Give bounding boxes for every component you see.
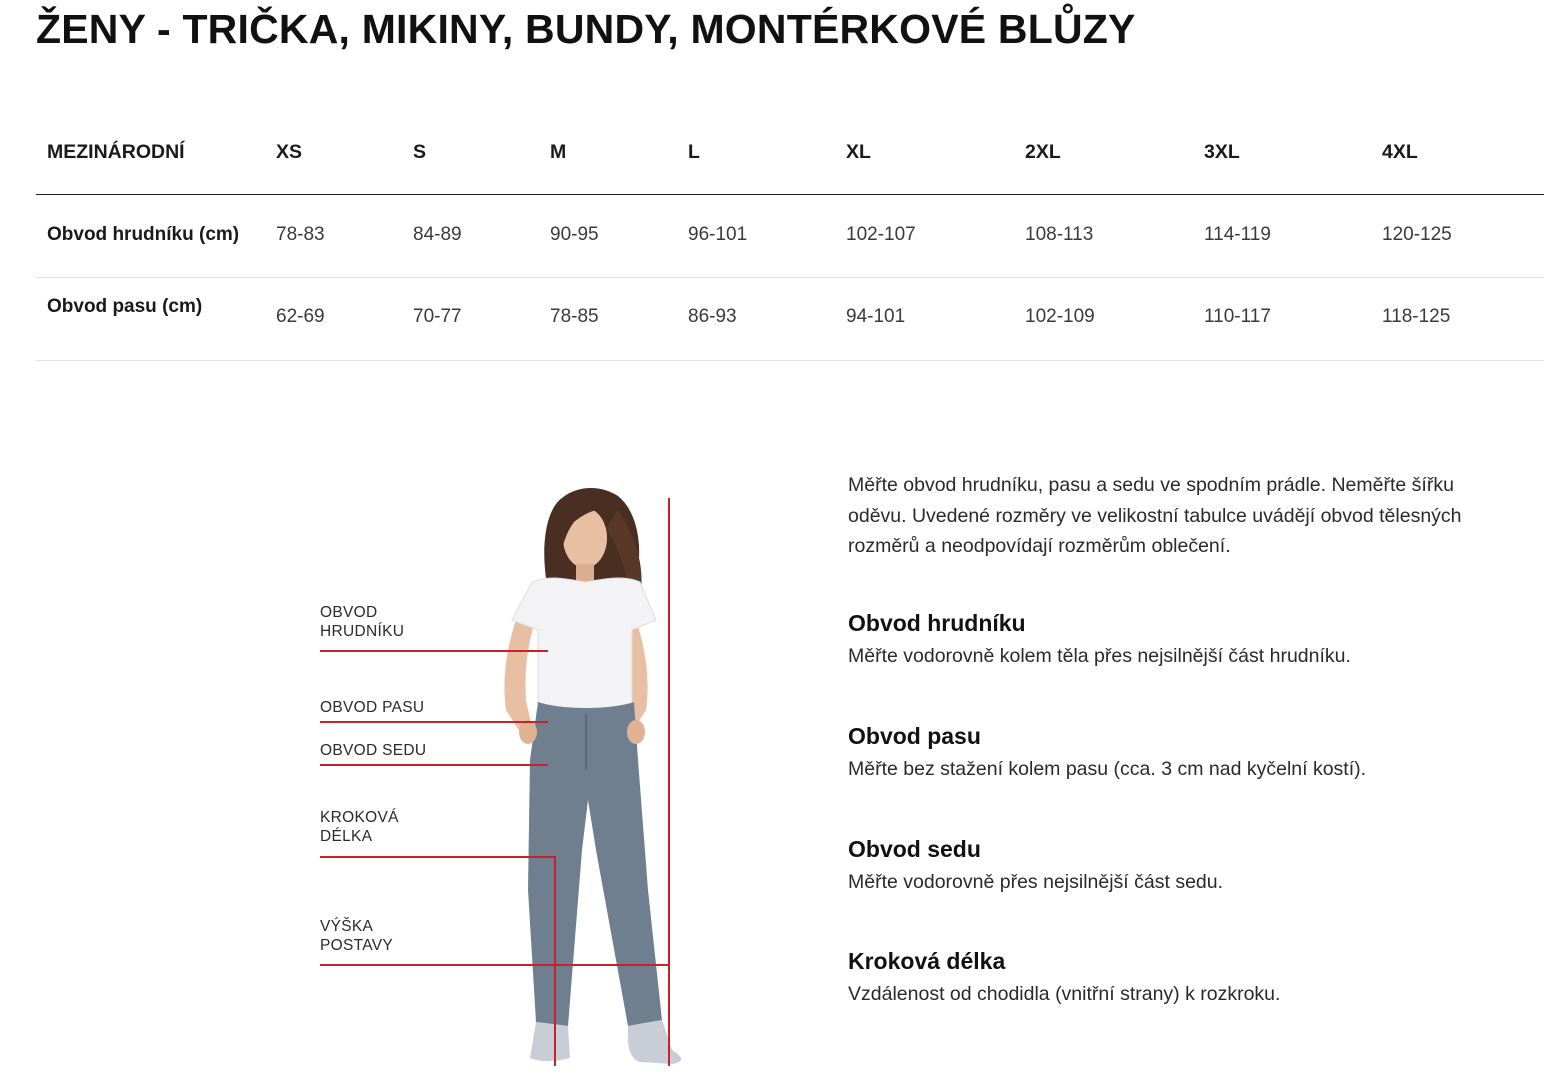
model-jeans [528,702,662,1026]
intro-text: Měřte obvod hrudníku, pasu a sedu ve spodním prádle. Neměřte šířku oděvu. Uvedené rozměry ve velikostní tabulce uvádějí obvod tělesných rozměrů a neodpovídají rozměrům oblečení. [848,474,1462,557]
model-left-shoe [530,1022,570,1061]
table-cell: 78-83 [276,224,325,245]
section-chest-title: Obvod hrudníku [848,610,1026,636]
label-waist: OBVOD PASU [320,699,425,716]
woman-model-illustration [300,470,750,1070]
hip-line [320,764,548,766]
height-line [320,964,670,966]
table-cell: 118-125 [1382,306,1451,327]
table-cell: 108-113 [1025,224,1094,245]
label-hip: OBVOD SEDU [320,742,427,759]
header-size-s: S [413,141,427,163]
header-size-3xl: 3XL [1204,141,1240,163]
section-waist-title: Obvod pasu [848,723,981,749]
table-cell: 96-101 [688,224,748,245]
table-cell: 102-109 [1025,306,1095,327]
section-waist-text: Měřte bez stažení kolem pasu (cca. 3 cm nad kyčelní kostí). [848,758,1367,780]
header-size-xs: XS [276,141,303,163]
measurement-figure [300,470,750,1070]
section-hip-text: Měřte vodorovně přes nejsilnější část sedu. [848,871,1224,893]
label-height: VÝŠKA POSTAVY [320,918,394,954]
header-size-2xl: 2XL [1025,141,1061,163]
table-cell: 62-69 [276,306,325,327]
table-cell: 70-77 [413,306,462,327]
inseam-vertical-line [554,856,556,1066]
table-row-chest [36,195,1544,278]
model-neck [576,564,594,582]
table-cell: 102-107 [846,224,916,245]
table-cell: 120-125 [1382,224,1452,245]
table-header-row [36,112,1544,195]
header-size-m: M [550,141,567,163]
model-left-arm [504,620,534,732]
row-label-waist: Obvod pasu (cm) [47,296,203,317]
section-inseam-title: Kroková délka [848,948,1006,974]
section-hip-title: Obvod sedu [848,836,981,862]
table-cell: 114-119 [1204,224,1271,245]
table-cell: 78-85 [550,306,599,327]
table-row-waist [36,278,1544,361]
label-chest: OBVOD HRUDNÍKU [320,604,405,640]
size-table [36,112,1544,361]
section-waist [848,723,1508,781]
table-cell: 84-89 [413,224,462,245]
table-cell: 94-101 [846,306,906,327]
section-hip [848,836,1508,894]
row-label-chest: Obvod hrudníku (cm) [47,224,240,245]
section-chest-text: Měřte vodorovně kolem těla přes nejsilnější část hrudníku. [848,645,1351,667]
label-inseam: KROKOVÁ DÉLKA [320,809,399,845]
chest-line [320,650,548,652]
header-international: MEZINÁRODNÍ [47,141,185,163]
measurement-instructions [848,470,1508,1005]
model-right-shoe [628,1020,681,1064]
waist-line [320,721,548,723]
table-cell: 90-95 [550,224,599,245]
height-vertical-line [668,498,670,1066]
table-cell: 86-93 [688,306,737,327]
section-inseam [848,948,1508,1006]
section-inseam-text: Vzdálenost od chodidla (vnitřní strany) k rozkroku. [848,983,1281,1005]
section-chest [848,610,1508,668]
header-size-4xl: 4XL [1382,141,1418,163]
model-left-hand [519,720,537,744]
page-title: ŽENY - TRIČKA, MIKINY, BUNDY, MONTÉRKOVÉ BLŮZY [36,6,1136,52]
model-right-hand [627,720,645,744]
inseam-line [320,856,556,858]
header-size-l: L [688,141,700,163]
header-size-xl: XL [846,141,871,163]
table-cell: 110-117 [1204,306,1271,327]
